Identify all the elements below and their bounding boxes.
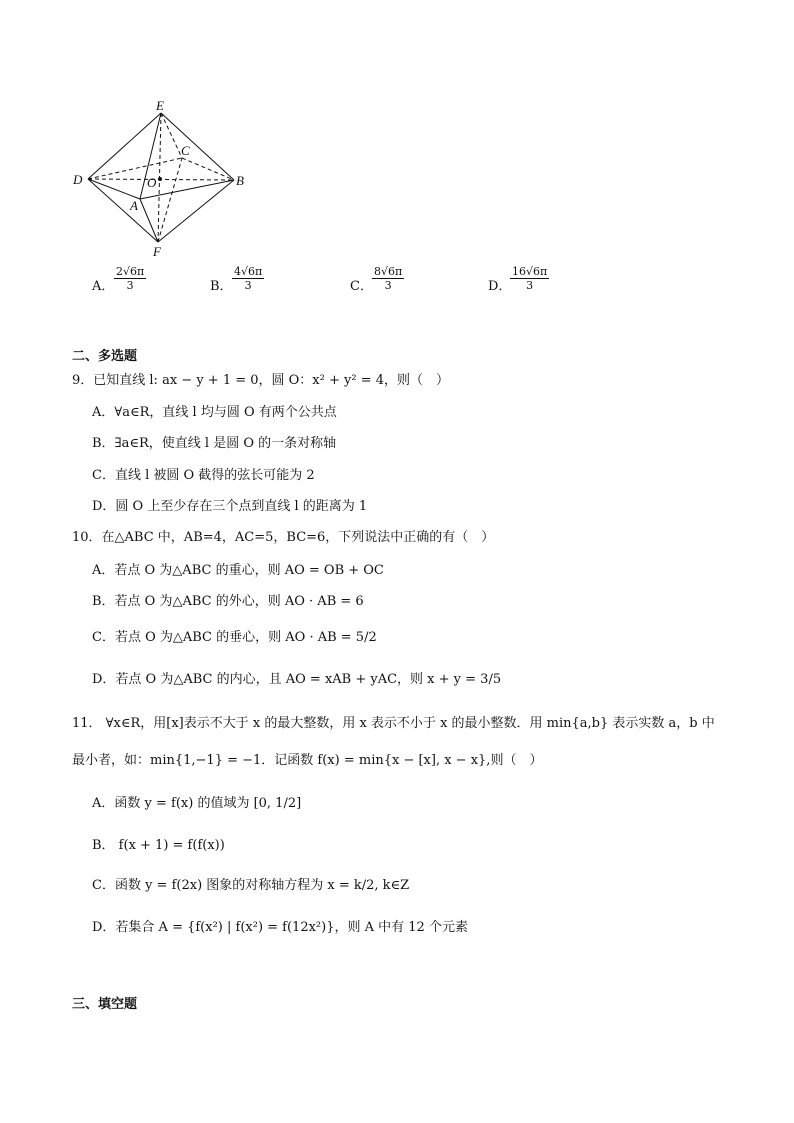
q9-option-d: D．圆 O 上至少存在三个点到直线 l 的距离为 1 [92, 499, 368, 514]
q11-option-a: A．函数 y = f(x) 的值域为 [0, 1/2] [92, 796, 302, 811]
edge-FB [158, 180, 234, 242]
q8-option-d-den: 3 [526, 279, 534, 292]
q11-stem-line1: 11． ∀x∈R，用[x]表示不大于 x 的最大整数，用 x 表示不小于 x 的最小整数．用 min{a,b} 表示实数 a，b 中 [72, 716, 715, 731]
edge-ED [88, 113, 161, 179]
q8-option-c-letter: C． [350, 279, 373, 294]
q11-option-c: C．函数 y = f(2x) 图象的对称轴方程为 x = k/2, k∈Z [92, 878, 410, 893]
q8-option-a-letter: A． [92, 279, 115, 294]
edge-FA [140, 199, 158, 242]
edge-CB [182, 158, 234, 180]
label-O: O [147, 175, 157, 190]
q8-option-b-letter: B． [210, 279, 233, 294]
label-A: A [130, 198, 138, 213]
q8-option-b-fraction [232, 265, 264, 292]
q8-option-d-num: 16√6π [512, 265, 548, 278]
q9-stem: 9．已知直线 l: ax − y + 1 = 0，圆 O：x² + y² = 4，则（ ） [72, 373, 449, 388]
octahedron-figure [60, 95, 260, 260]
q8-option-a-fraction [114, 265, 146, 292]
q11-option-d: D．若集合 A = {f(x²) | f(x²) = f(12x²)}，则 A 中有 12 个元素 [92, 920, 468, 935]
q10-stem: 10．在△ABC 中，AB=4，AC=5，BC=6，下列说法中正确的有（ ） [72, 530, 495, 545]
q10-option-c: C．若点 O 为△ABC 的垂心，则 AO · AB = 5/2 [92, 630, 377, 645]
q10-option-a: A．若点 O 为△ABC 的重心，则 AO = OB + OC [92, 563, 384, 578]
label-C: C [181, 143, 190, 158]
q8-option-b-den: 3 [244, 279, 252, 292]
label-F: F [153, 244, 161, 259]
edge-FC [158, 158, 182, 242]
q8-option-b-num: 4√6π [234, 265, 263, 278]
q9-option-c: C．直线 l 被圆 O 截得的弦长可能为 2 [92, 468, 315, 483]
q10-option-d: D．若点 O 为△ABC 的内心，且 AO = xAB + yAC，则 x + y = 3/5 [92, 672, 502, 687]
q8-option-a-num: 2√6π [116, 265, 145, 278]
edge-DA [88, 179, 140, 199]
q11-stem-line2: 最小者，如：min{1,−1} = −1．记函数 f(x) = min{x − [x], x − x},则（ ） [72, 753, 543, 768]
label-E: E [156, 98, 164, 113]
label-B: B [236, 173, 244, 188]
edge-EB [161, 113, 234, 180]
q11-option-b: B． f(x + 1) = f(f(x)) [92, 838, 225, 853]
center-point [158, 177, 162, 181]
q8-option-c-fraction [372, 265, 404, 292]
edge-DC [88, 158, 182, 179]
q8-option-d-letter: D． [488, 279, 512, 294]
q9-option-a: A．∀a∈R，直线 l 均与圆 O 有两个公共点 [92, 405, 337, 420]
q8-option-d-fraction [510, 265, 549, 292]
q8-option-a-den: 3 [126, 279, 134, 292]
section-title-multi-choice: 二、多选题 [72, 349, 138, 364]
q10-option-b: B．若点 O 为△ABC 的外心，则 AO · AB = 6 [92, 594, 364, 609]
q8-option-c-den: 3 [384, 279, 392, 292]
label-D: D [73, 172, 83, 187]
q9-option-b: B．∃a∈R，使直线 l 是圆 O 的一条对称轴 [92, 436, 337, 451]
q8-option-c-num: 8√6π [374, 265, 403, 278]
edge-EC [161, 113, 182, 158]
section-title-fill-in: 三、填空题 [72, 997, 138, 1012]
